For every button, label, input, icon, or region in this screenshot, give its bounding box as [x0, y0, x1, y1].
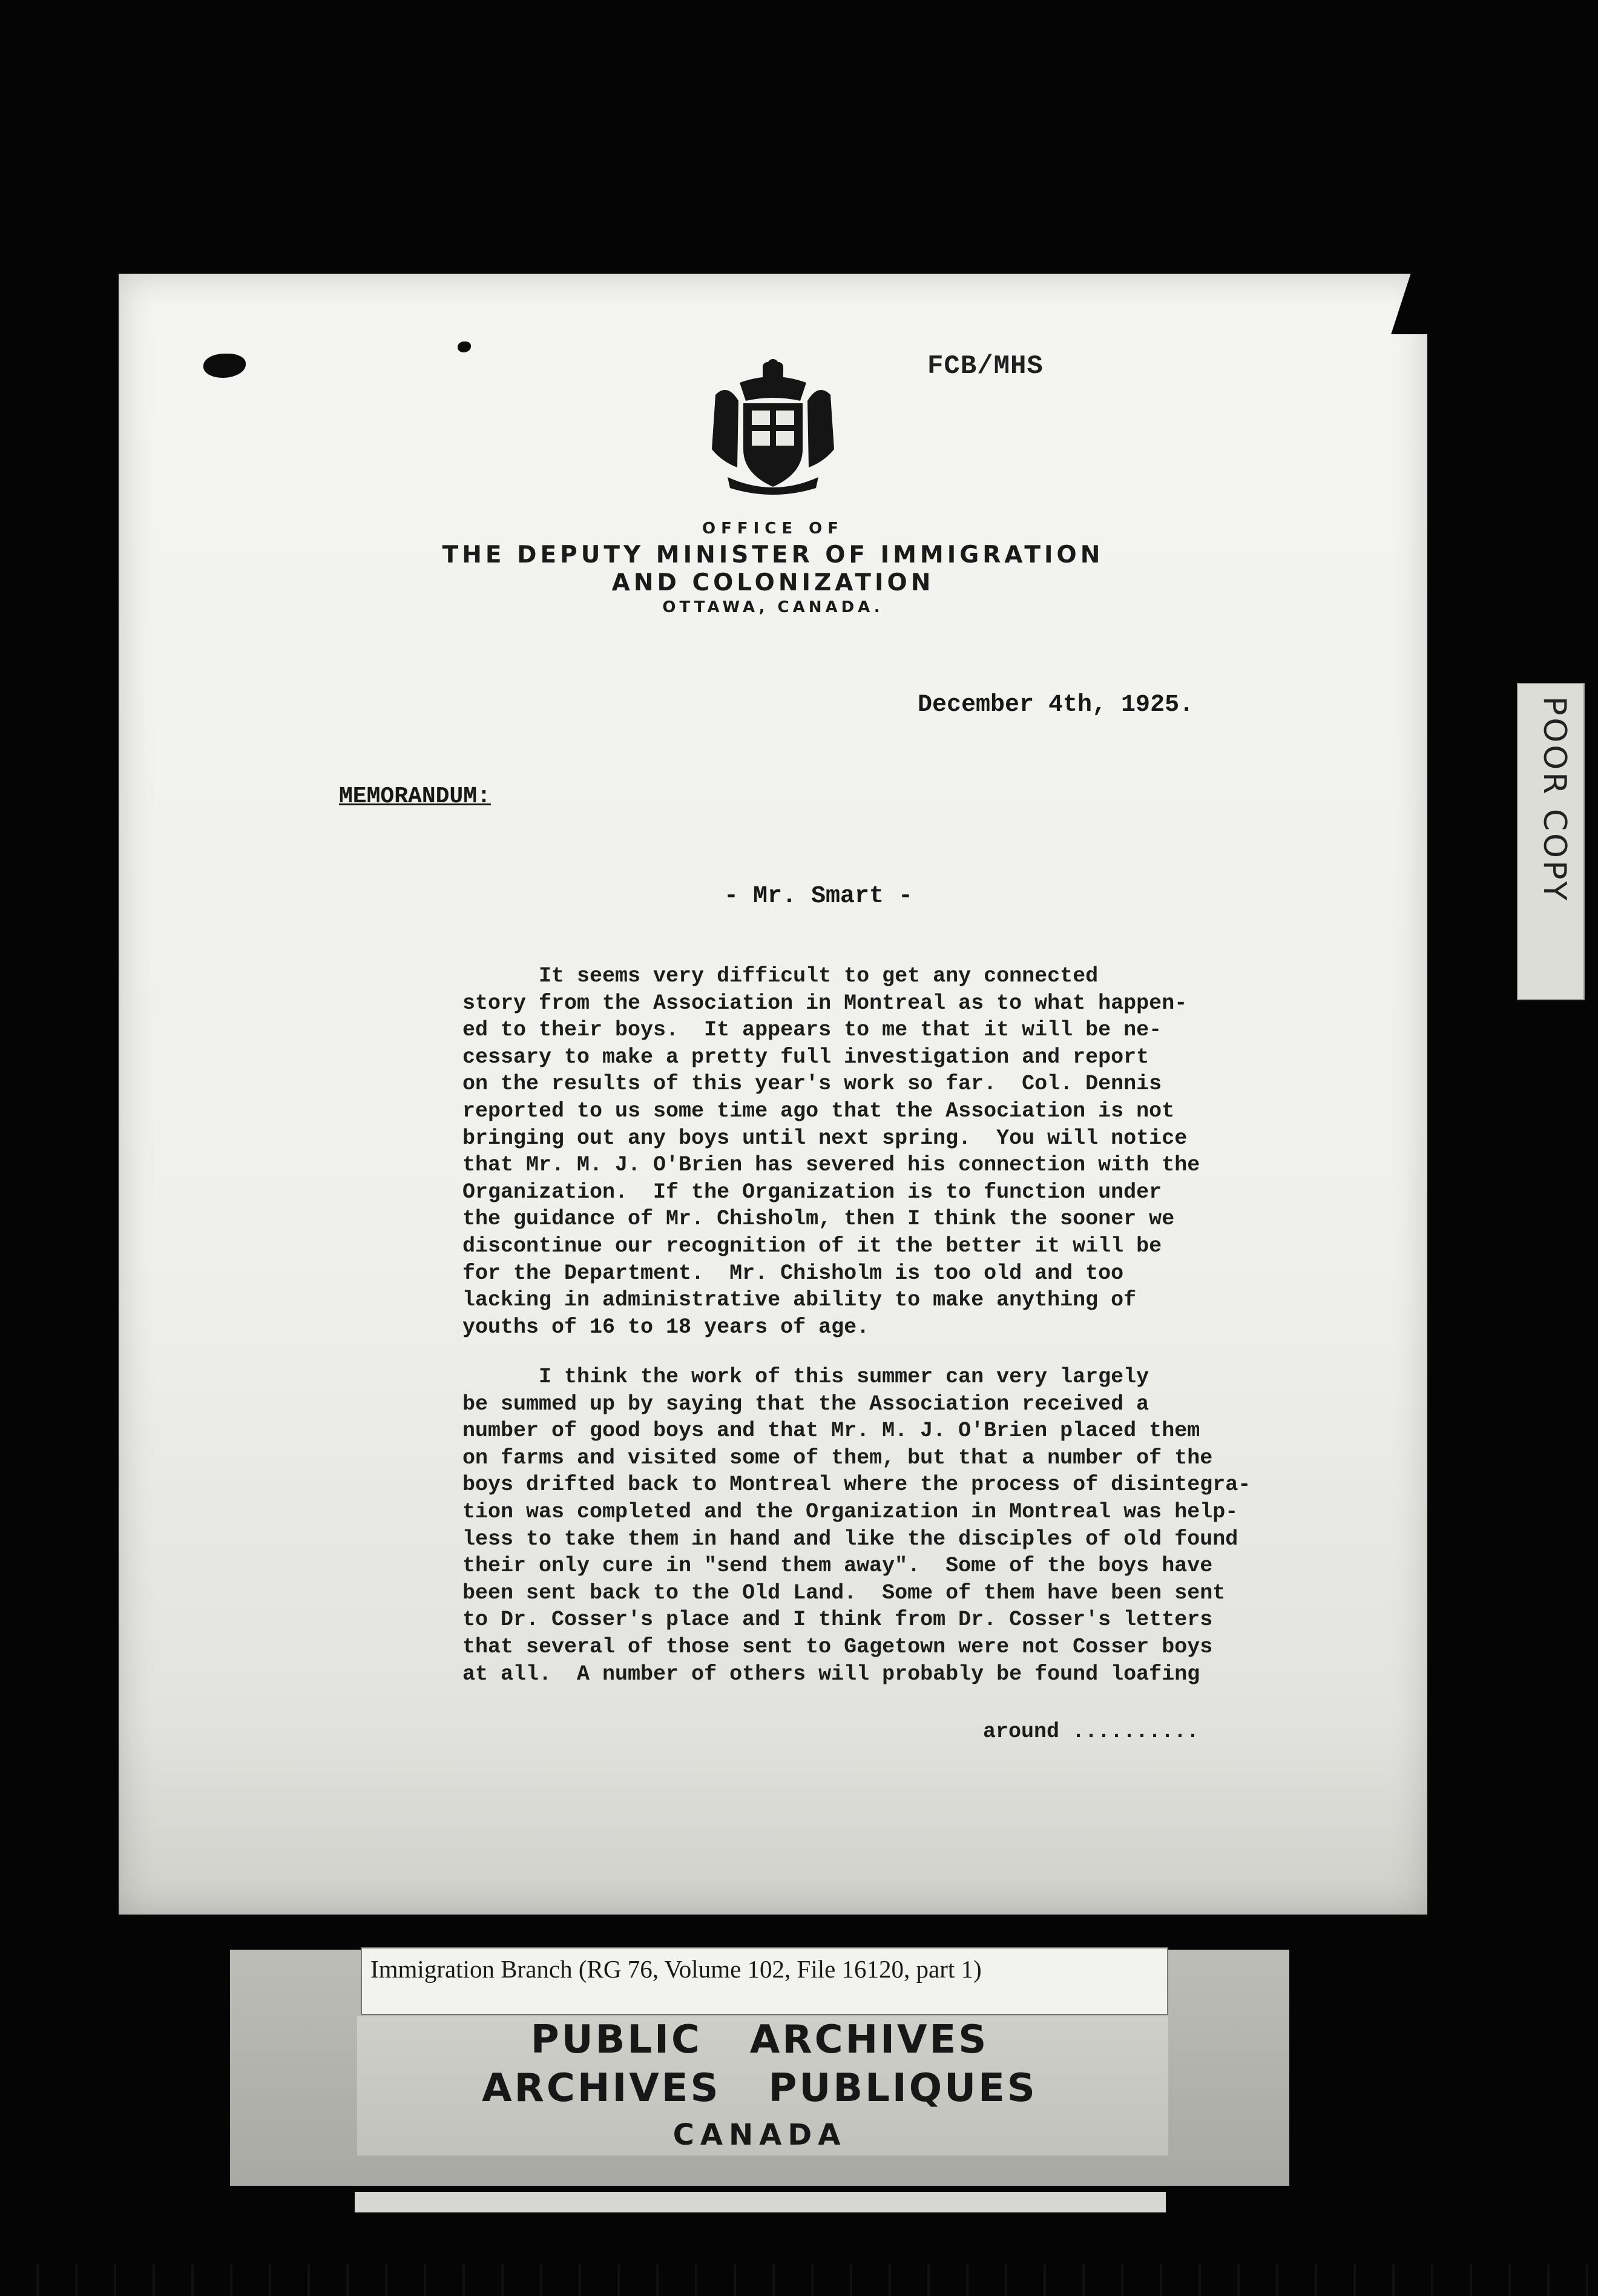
letterhead-office-of: OFFICE OF [702, 520, 844, 538]
text-line: Organization. If the Organization is to function under [462, 1179, 1162, 1204]
text-line: that Mr. M. J. O'Brien has severed his connection with the [462, 1153, 1200, 1178]
text-line: been sent back to the Old Land. Some of them have been sent [462, 1580, 1226, 1605]
text-line: discontinue our recognition of it the better it will be [462, 1233, 1162, 1258]
text-line: be summed up by saying that the Association received a [462, 1391, 1149, 1416]
archive-reference: Immigration Branch (RG 76, Volume 102, File 16120, part 1) [370, 1955, 982, 1983]
text-line: the guidance of Mr. Chisholm, then I think the sooner we [462, 1207, 1175, 1232]
film-edge [0, 2265, 1598, 2296]
text-line: cessary to make a pretty full investigation and report [462, 1044, 1149, 1069]
text-line: on farms and visited some of them, but that a number of the [462, 1445, 1213, 1470]
poor-copy-label: POOR COPY [1536, 696, 1573, 903]
memo-addressee: - Mr. Smart - [724, 883, 913, 910]
letterhead-department: THE DEPUTY MINISTER OF IMMIGRATION [442, 541, 1104, 569]
text-line: to Dr. Cosser's place and I think from Dr. Cosser's letters [462, 1608, 1213, 1632]
text-line: less to take them in hand and like the disciples of old found [462, 1526, 1238, 1551]
continued-marker: around .......... [983, 1720, 1200, 1744]
text-line: reported to us some time ago that the Association is not [462, 1098, 1175, 1123]
text-line: number of good boys and that Mr. M. J. O'Brien placed them [462, 1419, 1200, 1443]
coat-of-arms-icon [703, 358, 843, 498]
text-line: It seems very difficult to get any connected [462, 964, 1099, 988]
memo-paragraph-1 [462, 963, 1334, 1341]
text-line: at all. A number of others will probably be found loafing [462, 1661, 1200, 1686]
text-line: I think the work of this summer can very largely [462, 1365, 1149, 1389]
letterhead-city: OTTAWA, CANADA. [662, 598, 884, 616]
text-line: story from the Association in Montreal as to what happen- [462, 991, 1188, 1015]
memo-heading: MEMORANDUM: [339, 783, 491, 810]
text-line: tion was completed and the Organization in Montreal was help- [462, 1499, 1238, 1524]
text-line: boys drifted back to Montreal where the process of disintegra- [462, 1473, 1251, 1497]
archive-title-english: PUBLIC ARCHIVES [530, 2017, 989, 2062]
text-line: their only cure in "send them away". Some of the boys have [462, 1554, 1213, 1579]
text-line: that several of those sent to Gagetown were not Cosser boys [462, 1634, 1213, 1659]
text-line: bringing out any boys until next spring. You will notice [462, 1126, 1188, 1150]
memo-paragraph-2 [462, 1364, 1334, 1687]
memo-paper [119, 274, 1427, 1915]
label-bottom-strip [355, 2192, 1166, 2212]
ink-speck [458, 341, 471, 352]
text-line: on the results of this year's work so far. Col. Dennis [462, 1072, 1162, 1097]
reference-initials: FCB/MHS [927, 351, 1044, 381]
paper-torn-corner [1391, 268, 1449, 334]
ink-blot [203, 354, 246, 378]
text-line: lacking in administrative ability to make anything of [462, 1288, 1137, 1313]
text-line: ed to their boys. It appears to me that it will be ne- [462, 1018, 1162, 1043]
text-line: youths of 16 to 18 years of age. [462, 1315, 870, 1339]
archive-title-french: ARCHIVES PUBLIQUES [482, 2066, 1037, 2111]
memo-date: December 4th, 1925. [918, 691, 1194, 719]
text-line: for the Department. Mr. Chisholm is too old and too [462, 1261, 1124, 1285]
poor-copy-stamp [1517, 683, 1585, 1000]
letterhead-department-line2: AND COLONIZATION [611, 569, 935, 596]
archive-country: CANADA [672, 2118, 847, 2152]
